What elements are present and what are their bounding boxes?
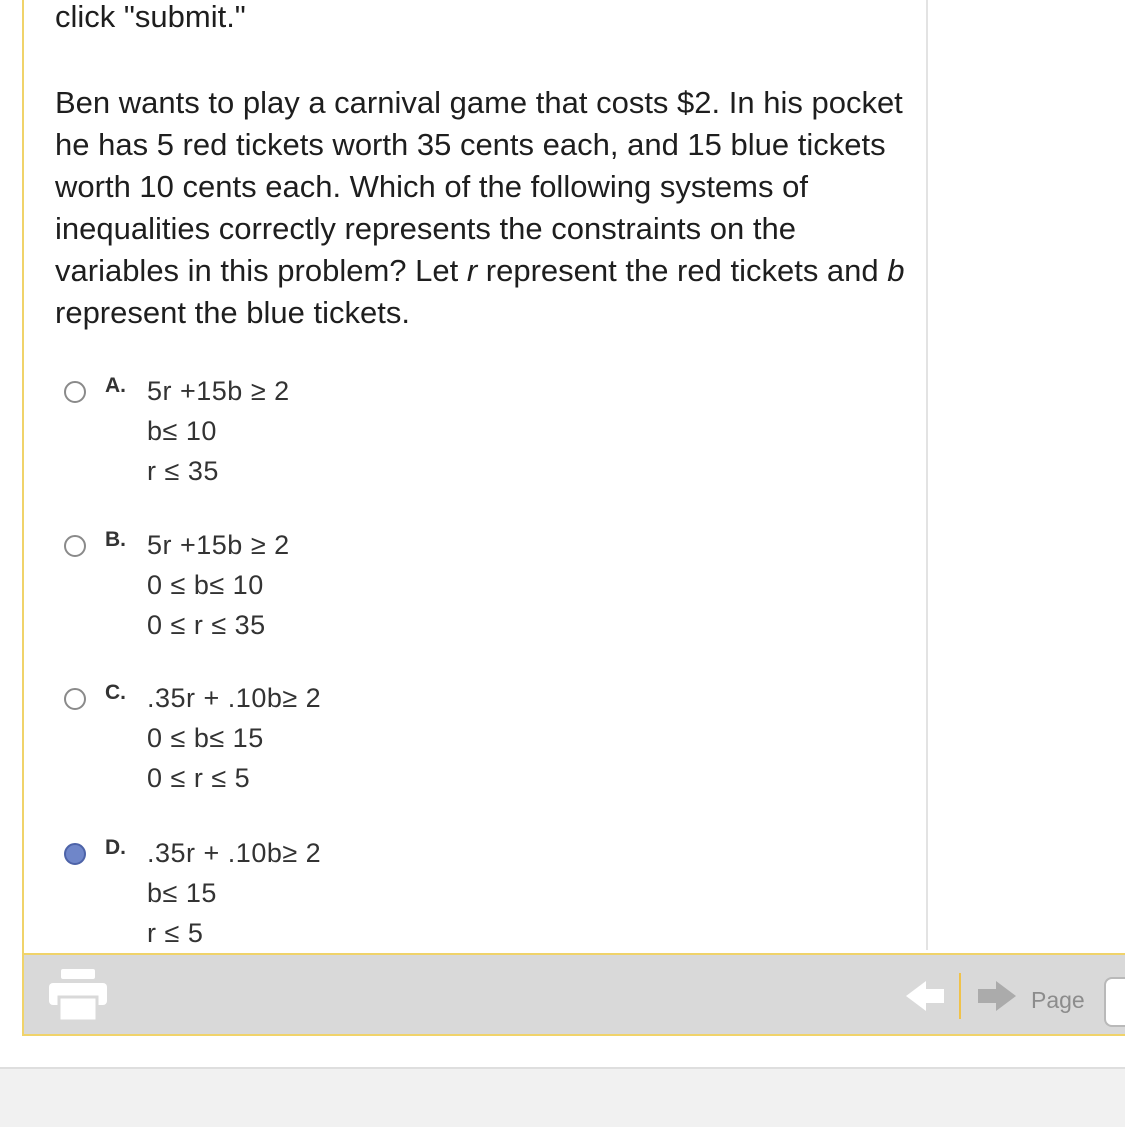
radio-button-b[interactable] bbox=[64, 535, 86, 557]
variable-b: b bbox=[887, 253, 905, 288]
inequality-line: .35r + .10b≥ 2 bbox=[147, 683, 322, 713]
page-label: Page bbox=[1031, 987, 1085, 1013]
option-letter: C. bbox=[105, 681, 126, 704]
nav-divider bbox=[959, 973, 961, 1019]
footer-area bbox=[0, 1067, 1125, 1127]
arrow-right-icon[interactable] bbox=[976, 981, 1016, 1016]
instruction-text: click "submit." bbox=[55, 0, 246, 34]
inequality-line: b≤ 15 bbox=[147, 878, 217, 908]
printer-icon[interactable] bbox=[49, 969, 107, 1028]
inequality-line: 0 ≤ b≤ 10 bbox=[147, 570, 264, 600]
question-text bbox=[55, 82, 915, 334]
radio-button-a[interactable] bbox=[64, 381, 86, 403]
option-letter: B. bbox=[105, 528, 126, 551]
inequality-line: 5r +15b ≥ 2 bbox=[147, 530, 290, 560]
bottom-toolbar bbox=[24, 953, 1125, 1034]
radio-button-d[interactable] bbox=[64, 843, 86, 865]
option-inequalities bbox=[147, 525, 290, 645]
page-number-input[interactable] bbox=[1104, 977, 1125, 1027]
inequality-line: b≤ 10 bbox=[147, 416, 217, 446]
option-letter: A. bbox=[105, 374, 126, 397]
question-part-3: represent the blue tickets. bbox=[55, 295, 410, 330]
option-letter: D. bbox=[105, 836, 126, 859]
option-inequalities bbox=[147, 371, 290, 491]
question-part-2: represent the red tickets and bbox=[477, 253, 888, 288]
inequality-line: 0 ≤ r ≤ 5 bbox=[147, 763, 251, 793]
inequality-line: r ≤ 5 bbox=[147, 918, 204, 948]
inequality-line: 5r +15b ≥ 2 bbox=[147, 376, 290, 406]
inequality-line: 0 ≤ r ≤ 35 bbox=[147, 610, 266, 640]
inequality-line: 0 ≤ b≤ 15 bbox=[147, 723, 264, 753]
radio-button-c[interactable] bbox=[64, 688, 86, 710]
inequality-line: .35r + .10b≥ 2 bbox=[147, 838, 322, 868]
arrow-left-icon[interactable] bbox=[906, 981, 946, 1016]
question-part-1: Ben wants to play a carnival game that costs $2. In his pocket he has 5 red tickets worth 35 cents each, and 15 blue tickets worth 10 cents each. Which of the following systems of inequalities correctly represents the constraints on the variables in this problem? Let bbox=[55, 85, 903, 288]
option-inequalities bbox=[147, 678, 321, 798]
variable-r: r bbox=[466, 253, 478, 288]
option-inequalities bbox=[147, 833, 321, 953]
inequality-line: r ≤ 35 bbox=[147, 456, 219, 486]
